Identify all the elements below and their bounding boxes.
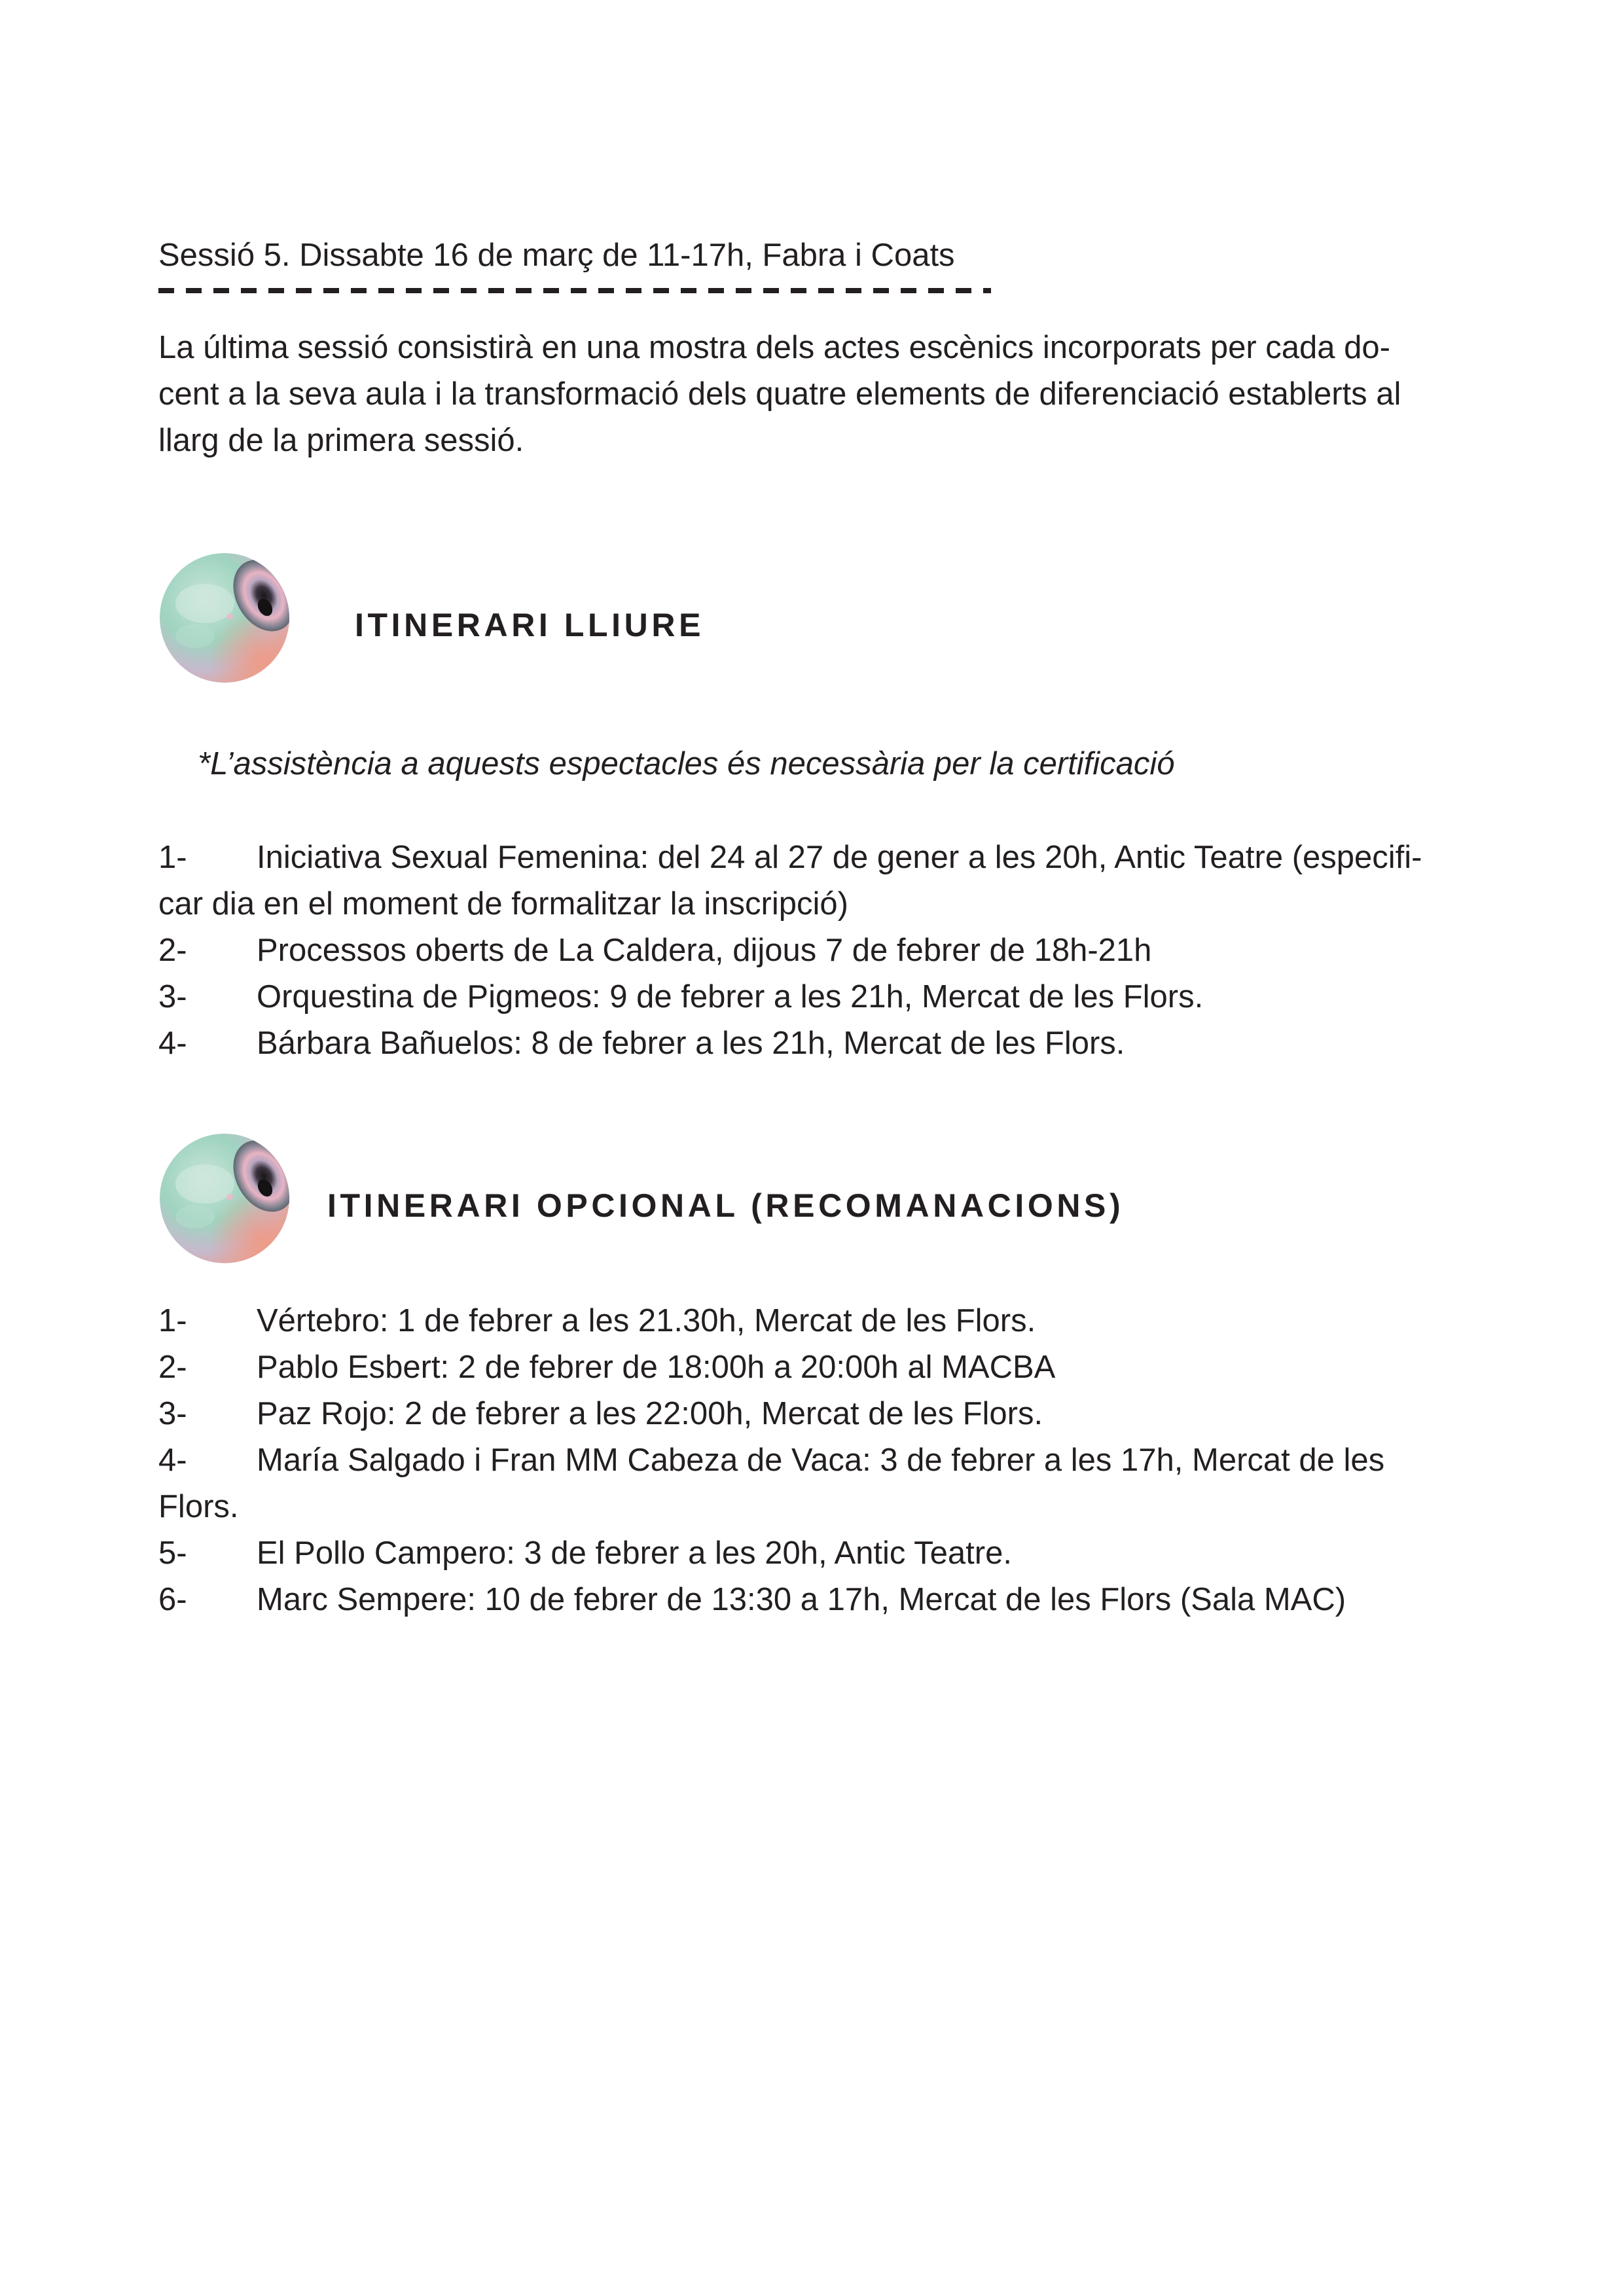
list-item bbox=[158, 974, 1422, 1020]
description-line: La última sessió consistirà en una mostra dels actes escènics incorporats per cada do- bbox=[158, 330, 1390, 365]
item-number: 4- bbox=[158, 1443, 187, 1478]
list-item bbox=[158, 834, 1422, 927]
list-item bbox=[158, 1391, 1384, 1437]
item-text-continuation: car dia en el moment de formalitzar la inscripció) bbox=[158, 886, 848, 922]
item-number: 6- bbox=[158, 1582, 187, 1617]
session-description bbox=[158, 325, 1401, 464]
list-item bbox=[158, 1530, 1384, 1577]
item-text: Pablo Esbert: 2 de febrer de 18:00h a 20:00h al MACBA bbox=[257, 1350, 1056, 1385]
item-text: Orquestina de Pigmeos: 9 de febrer a les 21h, Mercat de les Flors. bbox=[257, 979, 1204, 1014]
section-heading-itinerari-lliure: ITINERARI LLIURE bbox=[355, 607, 705, 643]
itinerari-lliure-list bbox=[158, 834, 1422, 1067]
session-title: Sessió 5. Dissabte 16 de març de 11-17h, Fabra i Coats bbox=[158, 238, 955, 273]
list-item bbox=[158, 1298, 1384, 1344]
dashed-divider bbox=[158, 288, 991, 293]
item-text: El Pollo Campero: 3 de febrer a les 20h, Antic Teatre. bbox=[257, 1535, 1012, 1571]
item-number: 2- bbox=[158, 1350, 187, 1385]
list-item bbox=[158, 1437, 1384, 1530]
description-line: llarg de la primera sessió. bbox=[158, 423, 524, 458]
list-item bbox=[158, 1344, 1384, 1391]
item-text: Marc Sempere: 10 de febrer de 13:30 a 17h, Mercat de les Flors (Sala MAC) bbox=[257, 1582, 1346, 1617]
sphere-blackhole-icon bbox=[159, 551, 293, 685]
item-number: 5- bbox=[158, 1535, 187, 1571]
list-item bbox=[158, 927, 1422, 974]
item-text: María Salgado i Fran MM Cabeza de Vaca: 3 de febrer a les 17h, Mercat de les bbox=[257, 1443, 1385, 1478]
item-number: 1- bbox=[158, 840, 187, 875]
item-text: Vértebro: 1 de febrer a les 21.30h, Mercat de les Flors. bbox=[257, 1303, 1036, 1338]
item-text: Iniciativa Sexual Femenina: del 24 al 27 de gener a les 20h, Antic Teatre (especifi- bbox=[257, 840, 1422, 875]
itinerari-opcional-list bbox=[158, 1298, 1384, 1623]
list-item bbox=[158, 1577, 1384, 1623]
item-text: Processos oberts de La Caldera, dijous 7 de febrer de 18h-21h bbox=[257, 933, 1152, 968]
item-number: 3- bbox=[158, 979, 187, 1014]
certification-note: *L’assistència a aquests espectacles és necessària per la certificació bbox=[198, 746, 1175, 781]
item-text: Bárbara Bañuelos: 8 de febrer a les 21h, Mercat de les Flors. bbox=[257, 1026, 1125, 1061]
item-text: Paz Rojo: 2 de febrer a les 22:00h, Mercat de les Flors. bbox=[257, 1396, 1043, 1431]
item-text-continuation: Flors. bbox=[158, 1489, 239, 1524]
section-heading-itinerari-opcional: ITINERARI OPCIONAL (RECOMANACIONS) bbox=[327, 1187, 1125, 1224]
item-number: 1- bbox=[158, 1303, 187, 1338]
item-number: 2- bbox=[158, 933, 187, 968]
item-number: 4- bbox=[158, 1026, 187, 1061]
list-item bbox=[158, 1020, 1422, 1067]
item-number: 3- bbox=[158, 1396, 187, 1431]
description-line: cent a la seva aula i la transformació dels quatre elements de diferenciació establerts al bbox=[158, 376, 1401, 412]
sphere-blackhole-icon bbox=[159, 1132, 293, 1265]
